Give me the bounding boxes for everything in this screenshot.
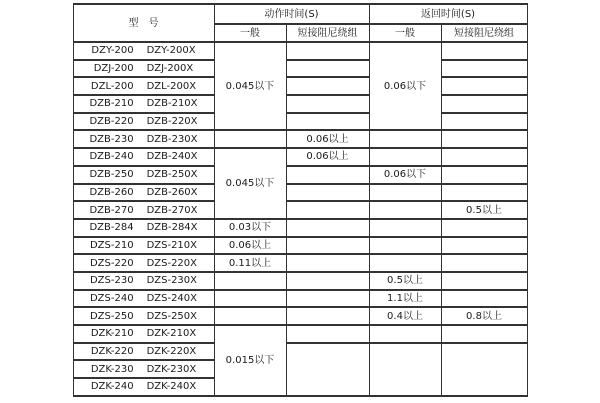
empty-cell xyxy=(286,343,369,396)
table-row xyxy=(73,184,527,202)
model-name-left: DZS-220 xyxy=(89,257,134,269)
empty-cell xyxy=(214,290,286,308)
empty-cell xyxy=(441,219,527,237)
action-damping-value: 0.06以上 xyxy=(286,148,369,166)
table-row xyxy=(73,95,527,113)
empty-cell xyxy=(286,95,369,113)
model-name-right: DZJ-200X xyxy=(146,63,194,75)
model-name-right: DZB-270X xyxy=(146,204,198,216)
action-general-value: 0.015以下 xyxy=(214,325,286,396)
model-name-right: DZS-230X xyxy=(146,275,198,287)
model-name-left: DZB-284 xyxy=(89,222,134,234)
empty-cell xyxy=(441,343,527,396)
model-cell xyxy=(73,60,214,78)
model-cell xyxy=(73,130,214,148)
empty-cell xyxy=(286,254,369,272)
model-cell xyxy=(73,360,214,378)
model-name-left: DZB-220 xyxy=(89,116,134,128)
model-name-left: DZB-270 xyxy=(89,204,134,216)
model-name-left: DZS-240 xyxy=(89,292,134,304)
table-row xyxy=(73,60,527,78)
empty-cell xyxy=(286,166,369,184)
model-name-right: DZS-220X xyxy=(146,257,198,269)
empty-cell xyxy=(286,272,369,290)
empty-cell xyxy=(441,77,527,95)
model-cell xyxy=(73,201,214,219)
empty-cell xyxy=(369,184,441,202)
model-name-right: DZB-260X xyxy=(146,186,198,198)
model-name-right: DZL-200X xyxy=(146,80,197,92)
empty-cell xyxy=(286,113,369,131)
model-name-right: DZB-210X xyxy=(146,98,198,110)
model-name-right: DZB-240X xyxy=(146,151,198,163)
model-name-left: DZK-220 xyxy=(90,346,134,358)
model-name-right: DZY-200X xyxy=(146,45,196,57)
empty-cell xyxy=(441,237,527,255)
action-general-value: 0.03以下 xyxy=(214,219,286,237)
table-row xyxy=(73,201,527,219)
empty-cell xyxy=(214,130,286,148)
empty-cell xyxy=(286,237,369,255)
table-row xyxy=(73,325,527,343)
empty-cell xyxy=(441,184,527,202)
empty-cell xyxy=(214,307,286,325)
model-cell xyxy=(73,148,214,166)
header-action-time: 动作时间(S) xyxy=(214,4,369,24)
model-name-left: DZL-200 xyxy=(90,80,134,92)
return-damping-value: 0.8以上 xyxy=(441,307,527,325)
header-action-general: 一般 xyxy=(214,24,286,42)
model-name-left: DZB-250 xyxy=(89,169,134,181)
empty-cell xyxy=(286,42,369,60)
table-row xyxy=(73,272,527,290)
model-name-left: DZK-240 xyxy=(90,381,134,393)
action-general-value: 0.06以上 xyxy=(214,237,286,255)
empty-cell xyxy=(369,254,441,272)
model-cell xyxy=(73,290,214,308)
model-cell xyxy=(73,77,214,95)
model-name-right: DZB-220X xyxy=(146,116,198,128)
return-general-value: 0.5以上 xyxy=(369,272,441,290)
table-row xyxy=(73,77,527,95)
empty-cell xyxy=(286,77,369,95)
model-name-right: DZK-210X xyxy=(146,328,197,340)
model-cell xyxy=(73,219,214,237)
return-damping-value: 0.5以上 xyxy=(441,201,527,219)
model-name-right: DZS-210X xyxy=(146,239,198,251)
empty-cell xyxy=(441,254,527,272)
return-general-value: 0.06以下 xyxy=(369,42,441,130)
table-row xyxy=(73,42,527,60)
model-name-left: DZS-250 xyxy=(89,310,134,322)
table-row xyxy=(73,343,527,361)
empty-cell xyxy=(441,148,527,166)
table-row xyxy=(73,237,527,255)
model-cell xyxy=(73,184,214,202)
empty-cell xyxy=(441,325,527,343)
model-name-right: DZS-240X xyxy=(146,292,198,304)
empty-cell xyxy=(441,272,527,290)
empty-cell xyxy=(441,166,527,184)
empty-cell xyxy=(286,60,369,78)
empty-cell xyxy=(441,113,527,131)
table-row xyxy=(73,219,527,237)
model-cell xyxy=(73,95,214,113)
header-return-damping: 短接阻尼绕组 xyxy=(441,24,527,42)
model-cell xyxy=(73,378,214,396)
return-general-value: 1.1以上 xyxy=(369,290,441,308)
empty-cell xyxy=(286,201,369,219)
header-model: 型 号 xyxy=(73,4,214,42)
table-row xyxy=(73,130,527,148)
empty-cell xyxy=(369,343,441,396)
model-cell xyxy=(73,113,214,131)
empty-cell xyxy=(441,130,527,148)
model-name-left: DZS-210 xyxy=(89,239,134,251)
empty-cell xyxy=(214,272,286,290)
model-name-left: DZB-240 xyxy=(89,151,134,163)
empty-cell xyxy=(286,307,369,325)
empty-cell xyxy=(286,325,369,343)
empty-cell xyxy=(286,219,369,237)
model-name-left: DZJ-200 xyxy=(93,63,134,75)
model-name-right: DZB-230X xyxy=(146,133,198,145)
table-row xyxy=(73,166,527,184)
empty-cell xyxy=(441,60,527,78)
model-cell xyxy=(73,272,214,290)
table-row xyxy=(73,113,527,131)
model-name-right: DZS-250X xyxy=(146,310,198,322)
action-general-value: 0.045以下 xyxy=(214,148,286,219)
model-name-right: DZB-284X xyxy=(146,222,198,234)
action-general-value: 0.11以上 xyxy=(214,254,286,272)
empty-cell xyxy=(369,201,441,219)
empty-cell xyxy=(441,290,527,308)
model-cell xyxy=(73,307,214,325)
model-name-right: DZK-230X xyxy=(146,363,197,375)
model-name-right: DZK-220X xyxy=(146,346,197,358)
model-name-left: DZY-200 xyxy=(91,45,134,57)
table-row xyxy=(73,148,527,166)
empty-cell xyxy=(369,148,441,166)
model-name-left: DZK-210 xyxy=(90,328,134,340)
model-name-right: DZB-250X xyxy=(146,169,198,181)
empty-cell xyxy=(369,325,441,343)
empty-cell xyxy=(369,130,441,148)
empty-cell xyxy=(441,42,527,60)
model-cell xyxy=(73,343,214,361)
header-return-general: 一般 xyxy=(369,24,441,42)
header-action-damping: 短接阻尼绕组 xyxy=(286,24,369,42)
model-name-left: DZB-260 xyxy=(89,186,134,198)
empty-cell xyxy=(441,95,527,113)
model-name-left: DZB-210 xyxy=(89,98,134,110)
model-name-right: DZK-240X xyxy=(146,381,197,393)
action-general-value: 0.045以下 xyxy=(214,42,286,130)
return-general-value: 0.06以下 xyxy=(369,166,441,184)
model-cell xyxy=(73,166,214,184)
table-row xyxy=(73,254,527,272)
table-row xyxy=(73,307,527,325)
model-name-left: DZS-230 xyxy=(89,275,134,287)
spec-table xyxy=(73,3,528,397)
empty-cell xyxy=(369,219,441,237)
table-row xyxy=(73,290,527,308)
model-cell xyxy=(73,42,214,60)
model-cell xyxy=(73,325,214,343)
empty-cell xyxy=(286,184,369,202)
action-damping-value: 0.06以上 xyxy=(286,130,369,148)
model-name-left: DZK-230 xyxy=(90,363,134,375)
model-cell xyxy=(73,254,214,272)
empty-cell xyxy=(286,290,369,308)
header-return-time: 返回时间(S) xyxy=(369,4,527,24)
empty-cell xyxy=(369,237,441,255)
return-general-value: 0.4以上 xyxy=(369,307,441,325)
model-name-left: DZB-230 xyxy=(89,133,134,145)
model-cell xyxy=(73,237,214,255)
